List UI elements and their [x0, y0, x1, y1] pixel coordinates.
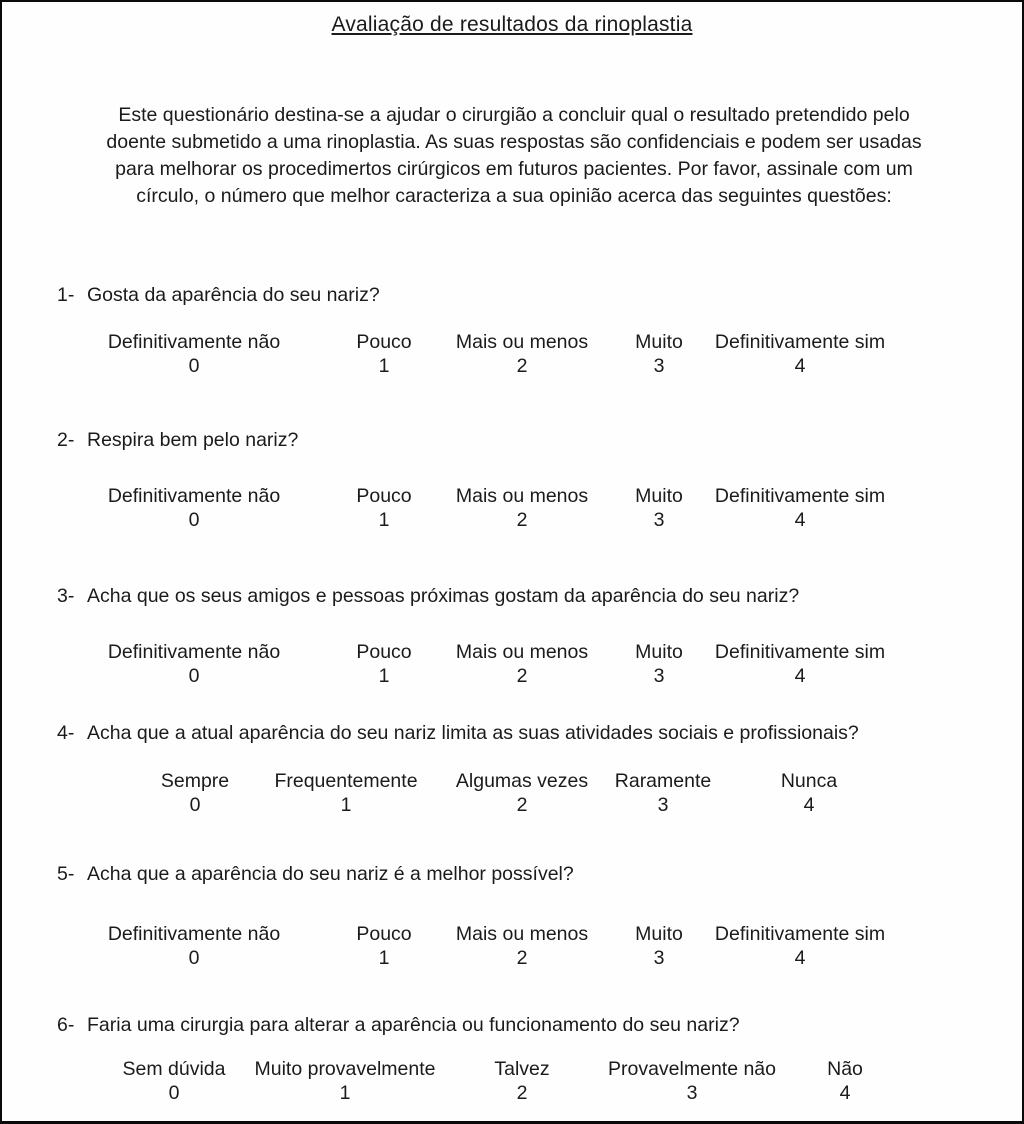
option-value: 3	[653, 509, 665, 531]
option-label: Pouco	[356, 641, 412, 663]
question-number: 2-	[57, 429, 75, 451]
scale-option[interactable]	[715, 484, 885, 532]
scale-option[interactable]	[108, 330, 280, 378]
option-value: 1	[340, 794, 352, 816]
option-label: Muito	[635, 923, 683, 945]
option-label: Talvez	[494, 1058, 550, 1080]
scale-option[interactable]	[274, 769, 417, 817]
option-label: Mais ou menos	[455, 485, 589, 507]
option-value: 4	[794, 947, 806, 969]
option-value: 2	[516, 947, 528, 969]
option-label: Pouco	[356, 923, 412, 945]
scale-option[interactable]	[715, 922, 885, 970]
option-value: 2	[516, 355, 528, 377]
option-label: Definitivamente sim	[714, 331, 886, 353]
option-label: Mais ou menos	[455, 923, 589, 945]
question-4	[57, 722, 997, 745]
option-value: 2	[516, 794, 528, 816]
scale-option[interactable]	[608, 1057, 776, 1105]
scale-option[interactable]	[108, 484, 280, 532]
scale-option[interactable]	[108, 640, 280, 688]
question-text: Acha que a aparência do seu nariz é a melhor possível?	[87, 863, 574, 885]
option-value: 0	[188, 509, 200, 531]
scale-option[interactable]	[456, 922, 588, 970]
option-label: Mais ou menos	[455, 331, 589, 353]
answer-scale-5	[2, 922, 1022, 974]
option-label: Sempre	[160, 770, 230, 792]
option-label: Definitivamente sim	[714, 485, 886, 507]
question-number: 5-	[57, 863, 75, 885]
question-2	[57, 429, 997, 452]
option-value: 1	[378, 665, 390, 687]
option-label: Provavelmente não	[607, 1058, 777, 1080]
option-value: 3	[653, 947, 665, 969]
question-text: Gosta da aparência do seu nariz?	[87, 284, 380, 306]
question-5	[57, 863, 997, 886]
option-label: Pouco	[356, 485, 412, 507]
question-number: 6-	[57, 1014, 75, 1036]
option-label: Definitivamente não	[107, 331, 281, 353]
question-number: 3-	[57, 585, 75, 607]
option-value: 0	[188, 665, 200, 687]
option-value: 4	[839, 1082, 851, 1104]
option-value: 3	[653, 355, 665, 377]
question-text: Acha que os seus amigos e pessoas próximas gostam da aparência do seu nariz?	[87, 585, 800, 607]
option-value: 0	[188, 355, 200, 377]
option-value: 1	[378, 355, 390, 377]
option-label: Não	[827, 1058, 863, 1080]
option-value: 4	[794, 665, 806, 687]
scale-option[interactable]	[356, 484, 411, 532]
scale-option[interactable]	[715, 640, 885, 688]
option-value: 0	[188, 947, 200, 969]
scale-option[interactable]	[494, 1057, 549, 1105]
page-title: Avaliação de resultados da rinoplastia	[331, 13, 693, 36]
option-value: 2	[516, 509, 528, 531]
answer-scale-1	[2, 330, 1022, 382]
question-1	[57, 284, 997, 307]
option-value: 1	[378, 509, 390, 531]
scale-option[interactable]	[356, 330, 411, 378]
option-label: Definitivamente não	[107, 923, 281, 945]
scale-option[interactable]	[635, 484, 683, 532]
question-number: 1-	[57, 284, 75, 306]
scale-option[interactable]	[635, 640, 683, 688]
intro-paragraph	[84, 102, 944, 210]
option-value: 1	[339, 1082, 351, 1104]
scale-option[interactable]	[456, 769, 588, 817]
answer-scale-2	[2, 484, 1022, 536]
answer-scale-6	[2, 1057, 1022, 1109]
scale-option[interactable]	[356, 922, 411, 970]
intro-line: doente submetido a uma rinoplastia. As suas respostas são confidenciais e podem ser usadas	[106, 131, 922, 153]
question-text: Respira bem pelo nariz?	[87, 429, 299, 451]
option-value: 2	[516, 1082, 528, 1104]
option-label: Muito	[635, 641, 683, 663]
option-label: Sem dúvida	[122, 1058, 226, 1080]
option-value: 3	[653, 665, 665, 687]
option-label: Definitivamente não	[107, 485, 281, 507]
scale-option[interactable]	[781, 769, 837, 817]
option-label: Muito	[635, 331, 683, 353]
option-label: Raramente	[614, 770, 712, 792]
intro-line: para melhorar os procedimertos cirúrgicos em futuros pacientes. Por favor, assinale com um	[115, 158, 913, 180]
scale-option[interactable]	[827, 1057, 863, 1105]
option-label: Definitivamente sim	[714, 923, 886, 945]
option-value: 3	[657, 794, 669, 816]
question-3	[57, 585, 997, 608]
scale-option[interactable]	[635, 922, 683, 970]
option-value: 3	[686, 1082, 698, 1104]
scale-option[interactable]	[456, 330, 588, 378]
option-label: Muito provavelmente	[254, 1058, 436, 1080]
option-value: 2	[516, 665, 528, 687]
question-6	[57, 1014, 997, 1037]
scale-option[interactable]	[715, 330, 885, 378]
option-value: 4	[794, 355, 806, 377]
scale-option[interactable]	[456, 484, 588, 532]
option-value: 1	[378, 947, 390, 969]
question-number: 4-	[57, 722, 75, 744]
scale-option[interactable]	[123, 1057, 226, 1105]
question-text: Acha que a atual aparência do seu nariz limita as suas atividades sociais e profissionais?	[87, 722, 859, 744]
question-text: Faria uma cirurgia para alterar a aparência ou funcionamento do seu nariz?	[87, 1014, 740, 1036]
answer-scale-3	[2, 640, 1022, 692]
answer-scale-4	[2, 769, 1022, 821]
scale-option[interactable]	[635, 330, 683, 378]
option-label: Pouco	[356, 331, 412, 353]
option-label: Algumas vezes	[455, 770, 589, 792]
option-value: 4	[794, 509, 806, 531]
option-label: Definitivamente não	[107, 641, 281, 663]
option-label: Definitivamente sim	[714, 641, 886, 663]
scale-option[interactable]	[108, 922, 280, 970]
option-value: 0	[189, 794, 201, 816]
scale-option[interactable]	[254, 1057, 435, 1105]
option-label: Muito	[635, 485, 683, 507]
scale-option[interactable]	[161, 769, 229, 817]
option-value: 0	[168, 1082, 180, 1104]
option-label: Frequentemente	[274, 770, 418, 792]
scale-option[interactable]	[615, 769, 711, 817]
intro-line: Este questionário destina-se a ajudar o cirurgião a concluir qual o resultado pretendido pelo	[118, 104, 910, 126]
option-label: Mais ou menos	[455, 641, 589, 663]
scale-option[interactable]	[356, 640, 411, 688]
option-label: Nunca	[780, 770, 838, 792]
intro-line: círculo, o número que melhor caracteriza a sua opinião acerca das seguintes questões:	[136, 185, 892, 207]
scale-option[interactable]	[456, 640, 588, 688]
option-value: 4	[803, 794, 815, 816]
